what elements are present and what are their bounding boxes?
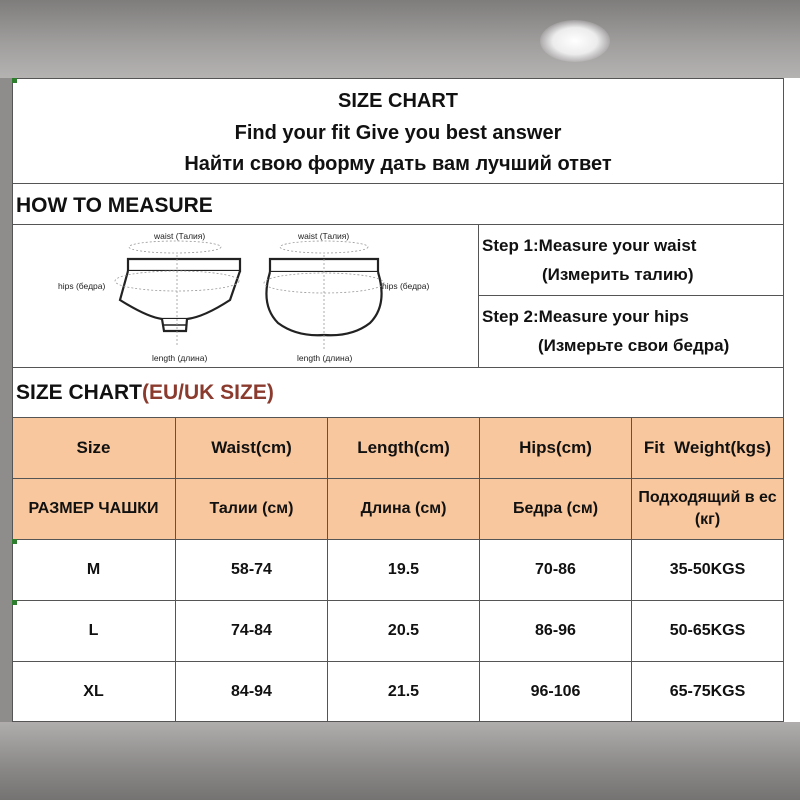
background-top bbox=[0, 0, 800, 78]
hips-cell: 70-86 bbox=[535, 561, 576, 578]
size-cell: XL bbox=[83, 682, 104, 700]
length-label: length (длина) bbox=[297, 353, 353, 363]
border-bottom bbox=[12, 721, 784, 722]
how-to-measure-heading: HOW TO MEASURE bbox=[16, 194, 213, 217]
weight-cell: 65-75KGS bbox=[669, 682, 746, 700]
column-header-hips-ru: Бедра (см) bbox=[512, 500, 599, 517]
corner-mark bbox=[12, 600, 17, 605]
length-cell: 19.5 bbox=[387, 561, 420, 578]
column-header-waist-ru: Талии (см) bbox=[209, 500, 294, 517]
waist-cell: 84-94 bbox=[231, 682, 272, 700]
column-header-length-ru: Длина (см) bbox=[360, 500, 447, 517]
size-chart-heading-accent: (EU/UK SIZE) bbox=[142, 381, 274, 404]
size-cell: L bbox=[88, 622, 99, 639]
waist-cell: 58-74 bbox=[231, 561, 272, 578]
hips-label: hips (бедра) bbox=[58, 281, 106, 291]
column-header-length: Length(cm) bbox=[357, 438, 450, 457]
column-header-hips: Hips(cm) bbox=[519, 438, 592, 457]
weight-cell: 35-50KGS bbox=[669, 561, 746, 578]
divider bbox=[478, 295, 784, 296]
hips-cell: 86-96 bbox=[535, 622, 576, 639]
subtitle-russian: Найти свою форму дать вам лучший ответ bbox=[184, 153, 612, 175]
column-header-waist: Waist(cm) bbox=[211, 438, 292, 457]
hips-cell: 96-106 bbox=[530, 682, 581, 700]
size-cell: M bbox=[86, 561, 101, 578]
step1-text: Step 1:Measure your waist bbox=[482, 236, 697, 255]
divider bbox=[12, 183, 784, 184]
border-top bbox=[12, 78, 784, 79]
weight-cell: 50-65KGS bbox=[669, 622, 746, 639]
step2-russian: (Измерьте свои бедра) bbox=[538, 336, 730, 355]
column-header-size: Size bbox=[76, 438, 111, 457]
measure-diagram bbox=[12, 225, 478, 367]
size-chart-heading-main: SIZE CHART bbox=[16, 381, 142, 404]
column-header-size-ru: РАЗМЕР ЧАШКИ bbox=[28, 500, 159, 517]
background-decoration bbox=[540, 20, 610, 62]
waist-label: waist (Талия) bbox=[154, 231, 206, 241]
length-cell: 20.5 bbox=[387, 622, 420, 639]
length-cell: 21.5 bbox=[387, 682, 420, 700]
background-bottom bbox=[0, 722, 800, 800]
step1-russian: (Измерить талию) bbox=[542, 265, 694, 284]
brief-front-illustration bbox=[115, 241, 240, 347]
column-header-weight-ru: Подходящий в ес (кг) bbox=[638, 489, 777, 528]
size-chart-sheet bbox=[12, 78, 800, 722]
length-label: length (длина) bbox=[152, 353, 208, 363]
subtitle-english: Find your fit Give you best answer bbox=[234, 122, 562, 144]
corner-mark bbox=[12, 539, 17, 544]
hips-label: hips (бедра) bbox=[382, 281, 430, 291]
waist-label: waist (Талия) bbox=[298, 231, 350, 241]
brief-back-illustration bbox=[264, 241, 384, 349]
step2-text: Step 2:Measure your hips bbox=[482, 307, 689, 326]
size-chart-heading bbox=[16, 381, 274, 405]
chart-title: SIZE CHART bbox=[338, 90, 458, 112]
corner-mark bbox=[12, 78, 17, 83]
column-header-weight: Fit Weight(kgs) bbox=[643, 438, 772, 457]
divider bbox=[12, 367, 784, 368]
waist-cell: 74-84 bbox=[231, 622, 272, 639]
